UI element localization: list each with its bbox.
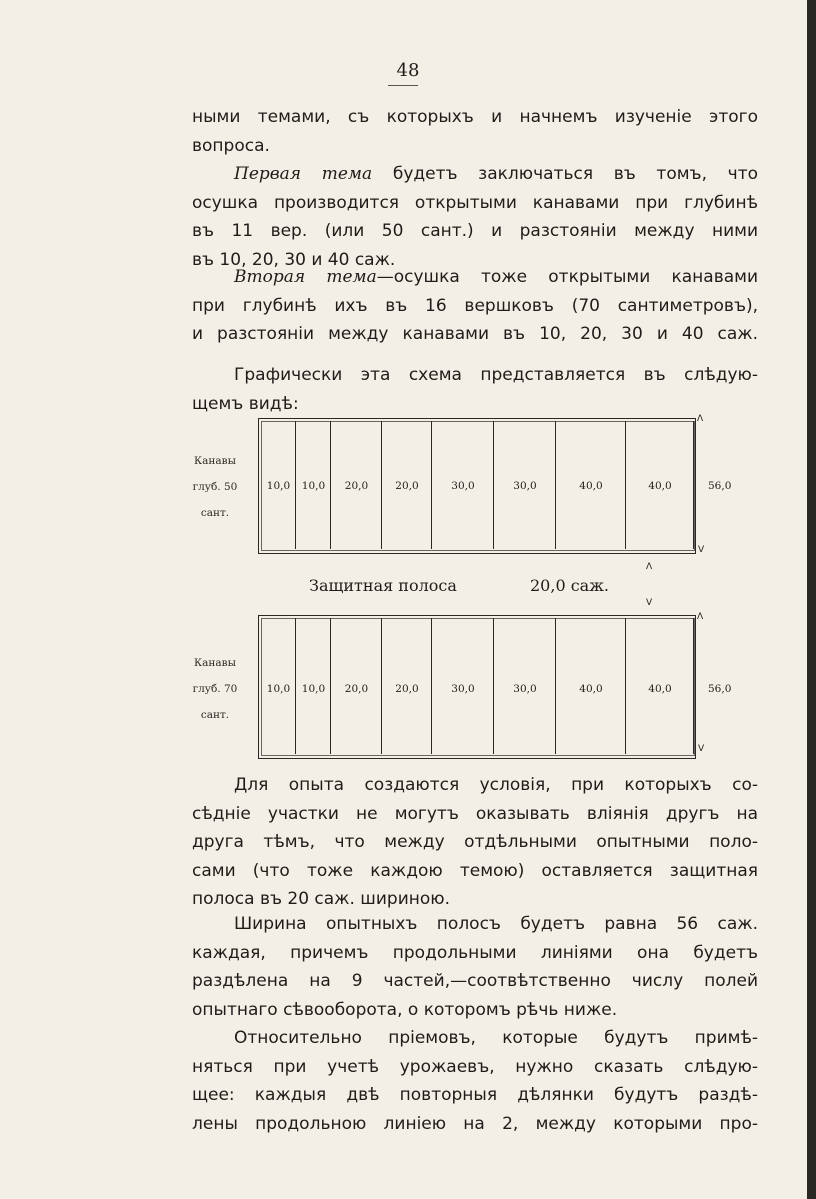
text-line: няться при учетѣ урожаевъ, нужно сказать слѣдую-: [192, 1056, 758, 1077]
paragraph-harvest-methods: [192, 1024, 758, 1138]
ditch-line: [295, 421, 296, 549]
cell-value: 10,0: [301, 683, 326, 695]
cell-value: 30,0: [451, 683, 475, 695]
text-line: щемъ видѣ:: [192, 393, 299, 414]
text-line: въ 10, 20, 30 и 40 саж.: [192, 249, 396, 270]
top-ditch-depth-label: Канавы глуб. 50 сант.: [192, 455, 238, 519]
text-line: осушка производится открытыми канавами при глубинѣ: [192, 192, 758, 213]
ditch-line: [493, 618, 494, 754]
arrow-down-icon: V: [698, 744, 705, 754]
cell-value: 20,0: [395, 683, 419, 695]
ditch-line: [493, 421, 494, 549]
ditch-line: [330, 618, 331, 754]
ditch-line: [625, 421, 626, 549]
cell-value: 10,0: [301, 480, 326, 492]
text-line: Для опыта создаются условія, при которыхъ со-: [234, 775, 758, 795]
text-line: друга тѣмъ, что между отдѣльными опытными поло-: [192, 832, 758, 852]
text-line: ными темами, съ которыхъ и начнемъ изученіе этого: [192, 107, 758, 127]
ditch-line: [381, 421, 382, 549]
text-line: сами (что тоже каждою темою) оставляется защитная: [192, 860, 758, 881]
page-number: 48: [396, 60, 420, 81]
paragraph-graphic-intro: [192, 361, 758, 418]
paragraph-conditions: [192, 771, 758, 914]
ditch-line: [555, 618, 556, 754]
cell-value: 40,0: [579, 683, 603, 695]
text-line: щее: каждыя двѣ повторныя дѣлянки будутъ раздѣ-: [192, 1085, 758, 1105]
arrow-up-icon: Λ: [646, 562, 653, 572]
text-line: каждая, причемъ продольными линіями она будетъ: [192, 942, 758, 963]
text-line: Вторая тема—осушка тоже открытыми канавами: [234, 267, 759, 287]
text-line: Ширина опытныхъ полосъ будетъ равна 56 саж.: [234, 914, 758, 934]
cell-value: 10,0: [266, 480, 291, 492]
text-line: и разстояніи между канавами въ 10, 20, 30 и 40 саж.: [192, 324, 758, 344]
arrow-up-icon: Λ: [697, 612, 704, 622]
page-edge: [807, 0, 816, 1199]
text-line: Графически эта схема представляется въ слѣдую-: [234, 365, 758, 385]
paragraph-first-theme: [192, 160, 758, 274]
ditch-line: [555, 421, 556, 549]
arrow-up-icon: Λ: [697, 414, 704, 424]
text-line: раздѣлена на 9 частей,—соотвѣтственно числу полей: [192, 971, 758, 991]
arrow-down-icon: V: [646, 598, 653, 608]
paragraph-second-theme: [192, 263, 758, 349]
bottom-ditch-depth-label: Канавы глуб. 70 сант.: [192, 657, 238, 721]
text-line: въ 11 вер. (или 50 сант.) и разстояніи между ними: [192, 221, 758, 241]
strip-width-value: 56,0: [708, 480, 732, 492]
text-line: Первая тема будетъ заключаться въ томъ, что: [234, 164, 758, 184]
protective-belt-value: 20,0 саж.: [530, 576, 610, 595]
cell-value: 30,0: [513, 683, 537, 695]
ditch-line: [431, 618, 432, 754]
ditch-line: [295, 618, 296, 754]
ditch-line: [693, 421, 694, 549]
strip-width-value: 56,0: [708, 683, 732, 695]
emphasis-first-theme: Первая тема: [234, 164, 373, 184]
protective-belt-label: Защитная полоса: [309, 576, 457, 595]
page-number-rule: [388, 85, 418, 86]
paragraph-strip-width: [192, 910, 758, 1024]
cell-value: 20,0: [344, 683, 369, 695]
text-line: полоса въ 20 саж. шириною.: [192, 889, 450, 909]
emphasis-second-theme: Вторая тема: [234, 267, 377, 287]
cell-value: 40,0: [579, 480, 603, 492]
text-line: сѣдніе участки не могутъ оказывать вліянія другъ на: [192, 803, 758, 824]
ditch-line: [625, 618, 626, 754]
text-line: Относительно пріемовъ, которые будутъ примѣ-: [234, 1028, 758, 1048]
cell-value: 40,0: [648, 683, 672, 695]
text-line: опытнаго сѣвооборота, о которомъ рѣчь ниже.: [192, 999, 618, 1020]
cell-value: 30,0: [451, 480, 475, 492]
text-line: лены продольною линіею на 2, между которыми про-: [192, 1113, 758, 1134]
ditch-line: [693, 618, 694, 754]
ditch-line: [381, 618, 382, 754]
cell-value: 10,0: [266, 683, 291, 695]
cell-value: 20,0: [395, 480, 419, 492]
text-line: при глубинѣ ихъ въ 16 вершковъ (70 сантиметровъ),: [192, 295, 758, 316]
ditch-line: [330, 421, 331, 549]
paragraph-continuation: [192, 103, 758, 160]
cell-value: 20,0: [344, 480, 369, 492]
arrow-down-icon: V: [698, 545, 705, 555]
cell-value: 30,0: [513, 480, 537, 492]
cell-value: 40,0: [648, 480, 672, 492]
text-line: вопроса.: [192, 135, 270, 156]
ditch-line: [431, 421, 432, 549]
